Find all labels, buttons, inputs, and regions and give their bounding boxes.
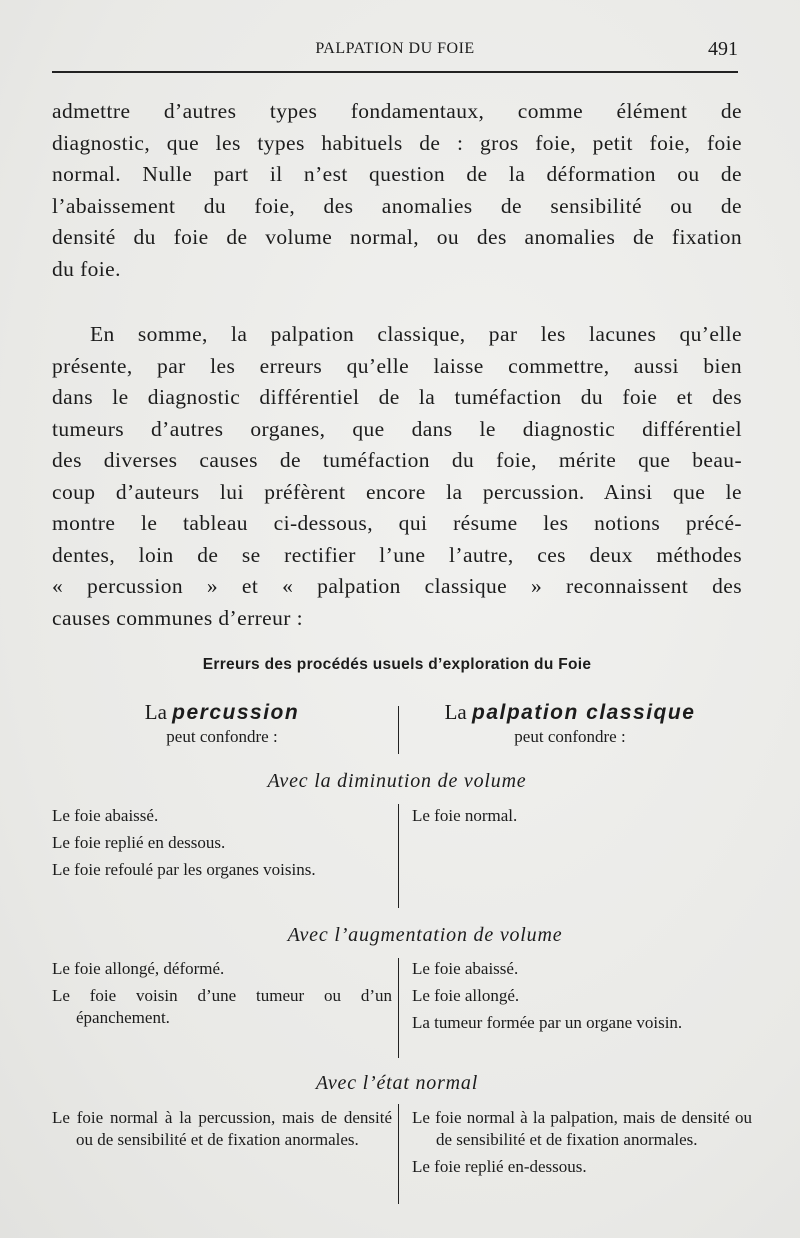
table-entry: Le foie voisin d’une tumeur ou d’un épanchement. [52, 986, 392, 1027]
text-line: causes communes d’erreur : [52, 605, 303, 630]
text-line: des diverses causes de tuméfaction du foie, mérite que beau- [52, 448, 742, 472]
table-entry: Le foie abaissé. [52, 806, 159, 825]
right-head-article: La [444, 700, 467, 724]
left-column-heading [52, 700, 392, 747]
text-line: diagnostic, que les types habituels de : gros foie, petit foie, foie [52, 130, 742, 155]
paragraph-2 [52, 319, 742, 634]
paragraph-1 [52, 96, 742, 285]
text-line: « percussion » et « palpation classique » reconnaissent des [52, 574, 742, 598]
column-divider [398, 1104, 399, 1204]
left-head-sub: peut confondre : [166, 727, 278, 746]
table-entry: La tumeur formée par un organe voisin. [412, 1013, 683, 1032]
running-header [52, 38, 738, 68]
table-entry: Le foie normal. [412, 806, 518, 825]
section-2-left [52, 958, 392, 1034]
text-line: tumeurs d’autres organes, que dans le diagnostic différentiel [52, 416, 742, 441]
section-title-augmentation: Avec l’augmentation de volume [287, 924, 563, 946]
text-line: présente, par les erreurs qu’elle laisse commettre, aussi bien [52, 353, 742, 378]
section-3-left [52, 1107, 392, 1156]
section-title-etat-normal: Avec l’état normal [315, 1072, 479, 1094]
table-title: Erreurs des procédés usuels d’exploration du Foie [202, 656, 592, 673]
text-line: dentes, loin de se rectifier l’une l’autre, ces deux méthodes [52, 542, 742, 567]
text-line: admettre d’autres types fondamentaux, comme élément de [52, 99, 742, 123]
right-head-sub: peut confondre : [514, 727, 626, 746]
header-rule [52, 71, 738, 73]
text-line: coup d’auteurs lui préfèrent encore la percussion. Ainsi que le [52, 479, 742, 504]
table-entry: Le foie allongé. [412, 986, 520, 1005]
text-line: normal. Nulle part il n’est question de la déformation ou de [52, 162, 742, 186]
page-number: 491 [708, 38, 738, 60]
text-line: dans le diagnostic différentiel de la tuméfaction du foie et des [52, 385, 742, 409]
column-divider [398, 958, 399, 1058]
section-1-right [412, 805, 752, 832]
right-column-heading [400, 700, 740, 747]
table-entry: Le foie abaissé. [412, 959, 519, 978]
table-entry: Le foie replié en dessous. [52, 833, 226, 852]
section-3-right [412, 1107, 752, 1183]
text-line: l’abaissement du foie, des anomalies de sensibilité ou de [52, 193, 742, 218]
table-entry: Le foie replié en-dessous. [412, 1157, 587, 1176]
column-divider [398, 804, 399, 908]
text-line: En somme, la palpation classique, par les lacunes qu’elle [90, 322, 742, 346]
section-title-diminution: Avec la diminution de volume [267, 770, 527, 792]
text-line: densité du foie de volume normal, ou des anomalies de fixation [52, 225, 742, 249]
right-head-term: palpation classique [472, 701, 696, 724]
section-2-right [412, 958, 752, 1039]
column-divider [398, 706, 399, 754]
section-1-left [52, 805, 392, 886]
table-entry: Le foie normal à la percussion, mais de densité ou de sensibilité et de fixation anormales. [52, 1108, 392, 1149]
text-line: du foie. [52, 256, 121, 281]
left-head-article: La [144, 700, 167, 724]
table-entry: Le foie allongé, déformé. [52, 959, 225, 978]
table-entry: Le foie normal à la palpation, mais de densité ou de sensibilité et de fixation anormales. [412, 1108, 752, 1149]
running-title: PALPATION DU FOIE [315, 40, 475, 57]
text-line: montre le tableau ci-dessous, qui résume les notions précé- [52, 511, 742, 535]
table-entry: Le foie refoulé par les organes voisins. [52, 860, 316, 879]
left-head-term: percussion [172, 701, 300, 724]
